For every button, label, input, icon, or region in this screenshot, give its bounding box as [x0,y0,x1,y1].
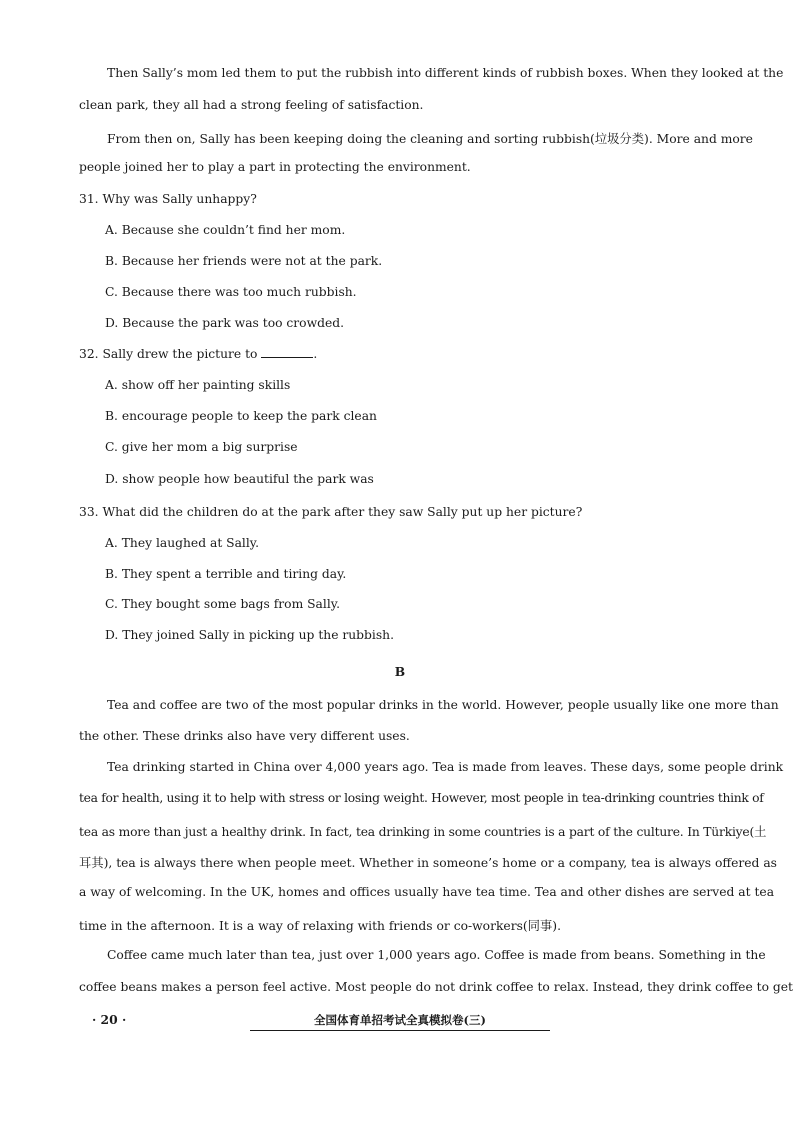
section-b-heading: B [394,664,406,679]
passage-b-line: a way of welcoming. In the UK, homes and offices usually have tea time. Tea and other dishes are served at tea [79,885,775,899]
passage-b-line: tea for health, using it to help with stress or losing weight. However, most people in tea-drinking countries think of [79,791,764,805]
question-33-option-b: B. They spent a terrible and tiring day. [105,567,347,581]
passage-b-line: coffee beans makes a person feel active. Most people do not drink coffee to relax. Instead, they drink coffee to get [79,980,793,994]
question-33-option-d: D. They joined Sally in picking up the rubbish. [105,628,394,642]
question-31-option-a: A. Because she couldn’t find her mom. [105,223,346,237]
passage-b-line: the other. These drinks also have very different uses. [79,729,410,743]
question-33-stem: 33. What did the children do at the park after they saw Sally put up her picture? [79,505,583,519]
answer-blank [261,347,313,358]
question-31-option-c: C. Because there was too much rubbish. [105,285,357,299]
question-32-stem [79,347,317,361]
question-33-option-c: C. They bought some bags from Sally. [105,597,340,611]
footer-title: 全国体育单招考试全真模拟卷(三) [250,1012,550,1031]
passage-a-para1-line2: clean park, they all had a strong feeling of satisfaction. [79,98,424,112]
question-32-option-b: B. encourage people to keep the park clean [105,409,377,423]
question-32-option-a: A. show off her painting skills [105,378,291,392]
question-32-stem-end: . [313,347,318,361]
passage-b-line: 耳其), tea is always there when people meet. Whether in someone’s home or a company, tea is always offered as [79,856,777,870]
question-32-option-d: D. show people how beautiful the park was [105,472,374,486]
passage-b-line: Tea and coffee are two of the most popular drinks in the world. However, people usually like one more than [107,698,779,712]
question-31-stem: 31. Why was Sally unhappy? [79,192,257,206]
passage-b-line: Coffee came much later than tea, just over 1,000 years ago. Coffee is made from beans. Something in the [107,948,766,962]
question-33-option-a: A. They laughed at Sally. [105,536,260,550]
passage-a-para2-line2: people joined her to play a part in protecting the environment. [79,160,471,174]
question-32-stem-text: 32. Sally drew the picture to [79,347,258,361]
passage-b-line: Tea drinking started in China over 4,000 years ago. Tea is made from leaves. These days, some people drink [107,760,784,774]
page-number: · 20 · [92,1012,127,1027]
passage-a-para2-line1: From then on, Sally has been keeping doing the cleaning and sorting rubbish(垃圾分类). More and more [107,132,753,146]
question-31-option-b: B. Because her friends were not at the park. [105,254,383,268]
question-31-option-d: D. Because the park was too crowded. [105,316,345,330]
passage-b-line: time in the afternoon. It is a way of relaxing with friends or co-workers(同事). [79,919,561,933]
passage-b-line: tea as more than just a healthy drink. In fact, tea drinking in some countries is a part of the culture. In Türkiye(土 [79,825,767,839]
question-32-option-c: C. give her mom a big surprise [105,440,298,454]
passage-a-para1-line1: Then Sally’s mom led them to put the rubbish into different kinds of rubbish boxes. When they looked at the [107,66,784,80]
